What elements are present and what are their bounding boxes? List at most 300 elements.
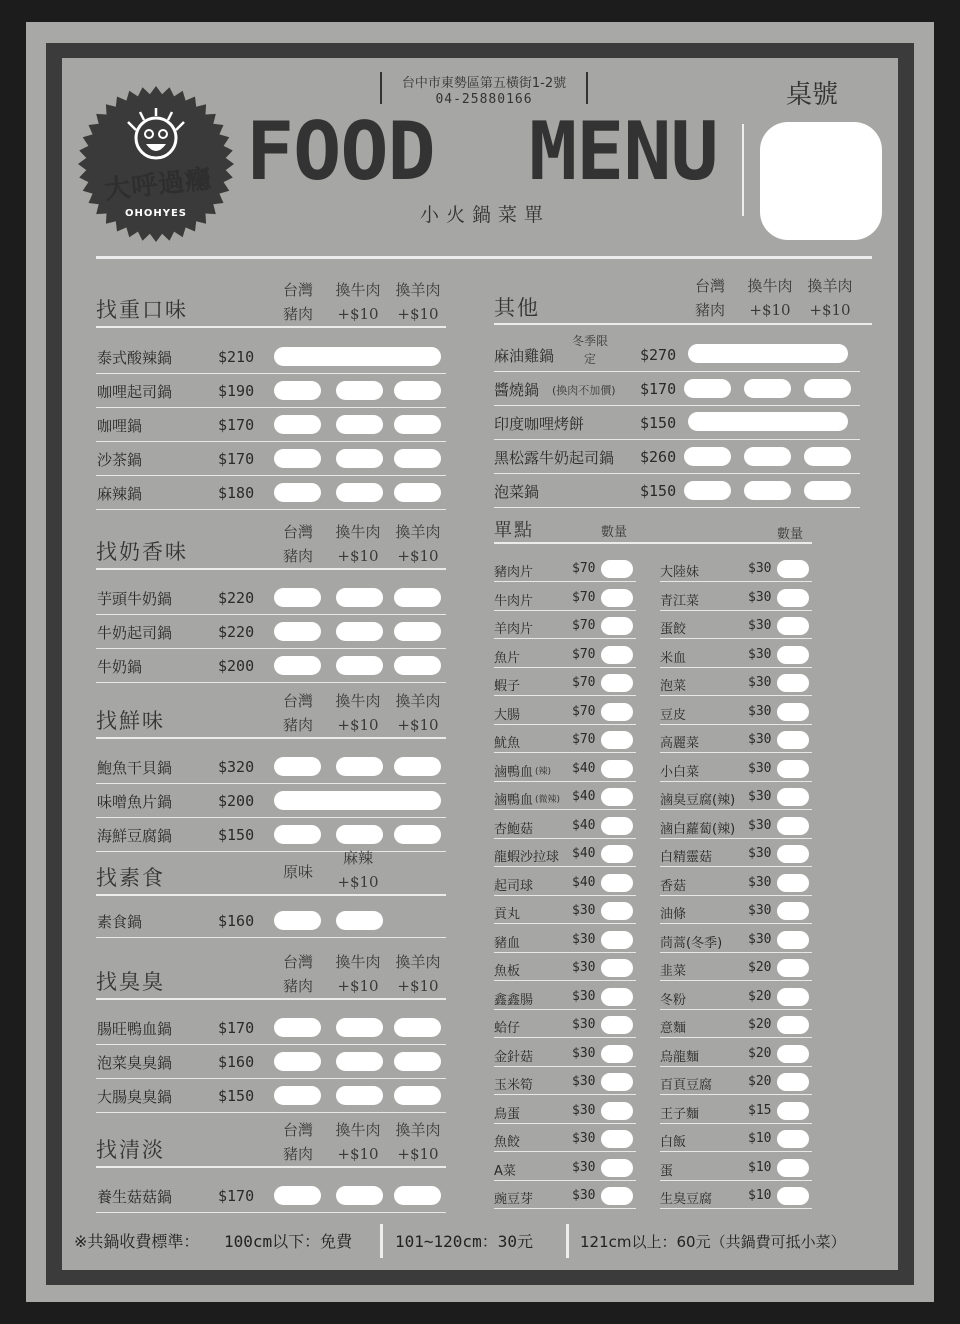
side-qty-box[interactable]: [601, 931, 633, 949]
section-rule-5: [96, 1166, 446, 1168]
side-item-price: $70: [572, 732, 596, 747]
left-section-4-head-lamb-2: +$10: [397, 977, 439, 995]
order-box-lamb[interactable]: [394, 588, 441, 607]
side-item-price: $40: [572, 760, 596, 776]
order-box-lamb[interactable]: [394, 381, 441, 400]
side-item-name: 大腸: [494, 707, 521, 723]
other-head-pork-2: 豬肉: [694, 301, 725, 319]
order-box-beef[interactable]: [336, 1052, 383, 1071]
left-section-0-head-beef-1: 換牛肉: [335, 281, 381, 299]
row-rule: [494, 895, 636, 896]
side-item-price: $15: [748, 1102, 772, 1118]
order-box-beef[interactable]: [336, 1018, 383, 1037]
side-item-name: 魚片: [494, 650, 521, 666]
order-box-beef[interactable]: [336, 656, 383, 675]
left-section-5-head-beef-1: 換牛肉: [335, 1121, 381, 1139]
side-item-name: 生臭豆腐: [660, 1192, 713, 1207]
footer-divider-1: [380, 1224, 383, 1258]
table-number-label: 桌號: [786, 80, 839, 110]
row-rule: [494, 866, 636, 867]
order-box-beef[interactable]: [336, 483, 383, 502]
row-rule: [494, 667, 636, 668]
side-item-price: $30: [748, 675, 772, 690]
row-rule: [96, 441, 446, 442]
side-item-name: 白飯: [660, 1135, 687, 1150]
menu-item-name: 牛奶起司鍋: [97, 624, 173, 642]
section-rule-2: [96, 737, 446, 739]
order-box-lamb[interactable]: [394, 1018, 441, 1037]
row-rule: [96, 407, 446, 408]
side-qty-box[interactable]: [601, 760, 633, 778]
section-title-2: 找鮮味: [96, 709, 165, 733]
row-rule: [660, 809, 812, 810]
side-qty-box[interactable]: [601, 589, 633, 607]
side-item-tag: (微辣): [535, 795, 561, 805]
other-item-name: 麻油雞鍋: [494, 347, 555, 365]
order-box-lamb[interactable]: [394, 656, 441, 675]
order-box-lamb[interactable]: [394, 1086, 441, 1105]
order-box-pork[interactable]: [274, 449, 321, 468]
side-qty-box[interactable]: [777, 1016, 809, 1034]
section-rule-3: [96, 894, 446, 896]
row-rule: [494, 1123, 636, 1124]
order-box-lamb[interactable]: [804, 447, 851, 466]
section-rule-other: [494, 323, 872, 325]
side-qty-box[interactable]: [777, 1045, 809, 1063]
order-box-pork[interactable]: [274, 656, 321, 675]
side-item-price: $30: [748, 760, 772, 776]
side-item-price: $70: [572, 646, 596, 662]
qty-label-left: 數量: [601, 525, 628, 540]
row-rule: [494, 1094, 636, 1095]
order-box-wide[interactable]: [274, 347, 441, 366]
other-item-price: $170: [640, 380, 677, 398]
side-item-name: 鳥蛋: [494, 1106, 521, 1122]
other-item-price: $150: [640, 414, 677, 432]
order-box-lamb[interactable]: [394, 622, 441, 641]
order-box-pork[interactable]: [274, 1186, 321, 1205]
side-qty-box[interactable]: [777, 1130, 809, 1148]
left-section-0-head-lamb-1: 換羊肉: [395, 281, 441, 299]
row-rule: [660, 781, 812, 782]
side-item-price: $70: [572, 561, 596, 576]
section-rule-0: [96, 326, 446, 328]
row-rule: [660, 1066, 812, 1067]
row-rule: [660, 895, 812, 896]
side-item-name: 貢丸: [494, 907, 521, 922]
side-item-price: $40: [572, 846, 596, 861]
order-box-original[interactable]: [274, 911, 321, 930]
side-item-price: $30: [748, 703, 772, 719]
side-item-tag: (辣): [535, 766, 552, 777]
side-qty-box[interactable]: [601, 1016, 633, 1034]
other-item-name: 醬燒鍋: [494, 381, 540, 399]
order-box-lamb[interactable]: [394, 483, 441, 502]
order-box-pork[interactable]: [274, 622, 321, 641]
order-box-beef[interactable]: [744, 481, 791, 500]
side-qty-box[interactable]: [601, 1045, 633, 1063]
side-item-name: 蛋餃: [660, 622, 687, 637]
side-qty-box[interactable]: [777, 931, 809, 949]
row-rule: [660, 923, 812, 924]
other-head-pork-1: 台灣: [694, 277, 725, 295]
side-item-price: $40: [572, 874, 596, 890]
side-item-price: $20: [748, 1045, 772, 1061]
order-box-pork[interactable]: [684, 447, 731, 466]
row-rule: [660, 1009, 812, 1010]
side-qty-box[interactable]: [601, 788, 633, 806]
order-box-beef[interactable]: [336, 381, 383, 400]
row-rule: [96, 1212, 446, 1213]
page-subtitle: 小火鍋菜單: [419, 204, 550, 226]
side-qty-box[interactable]: [601, 1159, 633, 1177]
side-item-price: $30: [572, 1131, 596, 1146]
side-qty-box[interactable]: [777, 1159, 809, 1177]
other-item-name: 黑松露牛奶起司鍋: [494, 449, 615, 467]
menu-item-price: $220: [218, 589, 255, 607]
row-rule: [660, 610, 812, 611]
row-rule: [494, 638, 636, 639]
row-rule: [96, 783, 446, 784]
side-item-price: $30: [572, 988, 596, 1004]
left-section-2-head-beef-2: +$10: [337, 716, 379, 734]
left-section-5-head-lamb-2: +$10: [397, 1145, 439, 1163]
side-item-name: 玉米筍: [494, 1078, 534, 1093]
side-item-name: 龍蝦沙拉球: [494, 850, 560, 865]
side-qty-box[interactable]: [777, 589, 809, 607]
side-item-name: 香菇: [660, 878, 687, 894]
menu-item-price: $170: [218, 1187, 255, 1205]
left-section-2-head-lamb-2: +$10: [397, 716, 439, 734]
order-box-lamb[interactable]: [394, 825, 441, 844]
side-qty-box[interactable]: [601, 1130, 633, 1148]
side-item-price: $70: [572, 675, 596, 690]
row-rule: [660, 1094, 812, 1095]
side-item-name: 茼蒿(冬季): [660, 935, 723, 951]
left-section-4-head-pork-1: 台灣: [282, 953, 313, 971]
order-box-beef[interactable]: [744, 447, 791, 466]
section-title-5: 找清淡: [96, 1138, 165, 1162]
menu-item-name: 沙茶鍋: [97, 451, 143, 469]
order-box-pork[interactable]: [274, 415, 321, 434]
menu-item-name: 腸旺鴨血鍋: [97, 1020, 173, 1038]
side-item-name: 魚餃: [494, 1135, 521, 1150]
row-rule: [494, 610, 636, 611]
side-item-price: $30: [748, 903, 772, 918]
row-rule: [494, 695, 636, 696]
row-rule: [660, 695, 812, 696]
side-qty-box[interactable]: [777, 646, 809, 664]
side-item-price: $70: [572, 618, 596, 633]
row-rule: [494, 1208, 636, 1209]
menu-item-price: $220: [218, 623, 255, 641]
side-item-name: 百頁豆腐: [660, 1078, 713, 1093]
side-item-price: $40: [572, 817, 596, 833]
menu-item-price: $210: [218, 348, 255, 366]
side-item-name: 金針菇: [494, 1049, 534, 1065]
other-item-price: $150: [640, 482, 677, 500]
order-box-wide[interactable]: [688, 344, 848, 363]
row-rule: [494, 838, 636, 839]
side-qty-box[interactable]: [601, 703, 633, 721]
side-item-price: $30: [572, 903, 596, 918]
side-item-price: $30: [572, 1159, 596, 1175]
menu-item-name: 牛奶鍋: [97, 658, 143, 676]
side-qty-box[interactable]: [601, 560, 633, 578]
side-qty-box[interactable]: [601, 646, 633, 664]
side-qty-box[interactable]: [777, 788, 809, 806]
row-rule: [660, 1180, 812, 1181]
qty-label-right: 數量: [777, 527, 804, 542]
section-rule-1: [96, 568, 446, 570]
order-box-beef[interactable]: [336, 622, 383, 641]
side-qty-box[interactable]: [777, 845, 809, 863]
row-rule: [660, 1123, 812, 1124]
side-item-price: $70: [572, 703, 596, 719]
left-section-3-head-spicy-2: +$10: [337, 873, 379, 891]
side-item-name: 滷鴨血: [494, 764, 534, 780]
side-qty-box[interactable]: [777, 617, 809, 635]
side-item-name: 烏龍麵: [660, 1049, 700, 1065]
menu-item-price: $200: [218, 657, 255, 675]
order-box-beef[interactable]: [336, 825, 383, 844]
side-item-price: $30: [748, 732, 772, 747]
order-box-beef[interactable]: [336, 1186, 383, 1205]
menu-item-name: 泡菜臭臭鍋: [97, 1054, 173, 1072]
menu-item-price: $160: [218, 1053, 255, 1071]
side-item-price: $30: [572, 1102, 596, 1118]
side-item-name: A菜: [494, 1163, 516, 1179]
order-box-pork[interactable]: [684, 481, 731, 500]
footer-label: ※共鍋收費標準：: [74, 1232, 200, 1251]
section-title-1: 找奶香味: [96, 540, 188, 564]
order-box-beef[interactable]: [336, 588, 383, 607]
side-item-price: $30: [748, 618, 772, 633]
order-box-lamb[interactable]: [394, 757, 441, 776]
side-qty-box[interactable]: [777, 674, 809, 692]
left-section-4-head-pork-2: 豬肉: [282, 977, 313, 995]
side-qty-box[interactable]: [601, 674, 633, 692]
order-box-pork[interactable]: [274, 588, 321, 607]
other-head-beef-2: +$10: [749, 301, 791, 319]
side-qty-box[interactable]: [601, 1187, 633, 1205]
menu-item-price: $170: [218, 416, 255, 434]
side-item-price: $30: [572, 1188, 596, 1203]
side-item-price: $30: [748, 817, 772, 833]
side-item-price: $30: [748, 646, 772, 662]
order-box-pork[interactable]: [274, 825, 321, 844]
menu-item-price: $170: [218, 1019, 255, 1037]
side-item-name: 鑫鑫腸: [494, 992, 534, 1008]
order-box-pork[interactable]: [274, 1018, 321, 1037]
side-item-price: $30: [748, 789, 772, 804]
side-qty-box[interactable]: [601, 1073, 633, 1091]
side-item-price: $20: [748, 988, 772, 1004]
left-section-0-head-lamb-2: +$10: [397, 305, 439, 323]
row-rule: [96, 1078, 446, 1079]
row-rule: [660, 581, 812, 582]
side-qty-box[interactable]: [777, 760, 809, 778]
side-item-price: $30: [748, 874, 772, 890]
section-title-0: 找重口味: [96, 298, 188, 322]
left-section-1-head-pork-1: 台灣: [282, 523, 313, 541]
side-qty-box[interactable]: [601, 731, 633, 749]
row-rule: [96, 648, 446, 649]
row-rule: [494, 724, 636, 725]
footer-divider-2: [566, 1224, 569, 1258]
other-item-name: 泡菜鍋: [494, 483, 540, 501]
order-box-pork[interactable]: [274, 483, 321, 502]
row-rule: [660, 667, 812, 668]
side-qty-box[interactable]: [777, 817, 809, 835]
side-qty-box[interactable]: [601, 817, 633, 835]
footer-tier-3: 121cm以上：60元（共鍋費可抵小菜）: [580, 1233, 846, 1251]
order-box-lamb[interactable]: [804, 379, 851, 398]
order-box-beef[interactable]: [336, 449, 383, 468]
side-item-name: 牛肉片: [494, 593, 534, 609]
row-rule: [494, 1009, 636, 1010]
left-section-4-head-beef-2: +$10: [337, 977, 379, 995]
left-section-2-head-pork-2: 豬肉: [282, 716, 313, 734]
order-box-wide[interactable]: [274, 791, 441, 810]
side-qty-box[interactable]: [601, 902, 633, 920]
other-item-name: 印度咖哩烤餅: [494, 415, 585, 433]
side-item-price: $30: [572, 931, 596, 947]
menu-item-name: 咖哩起司鍋: [97, 383, 173, 401]
side-qty-box[interactable]: [777, 1102, 809, 1120]
order-box-lamb[interactable]: [394, 1186, 441, 1205]
side-qty-box[interactable]: [601, 988, 633, 1006]
section-rule-4: [96, 998, 446, 1000]
menu-item-name: 泰式酸辣鍋: [97, 349, 173, 367]
other-item-note: (換肉不加價): [552, 384, 616, 397]
side-item-name: 豬肉片: [494, 565, 534, 580]
side-item-name: 起司球: [494, 878, 534, 894]
row-rule: [494, 809, 636, 810]
side-item-name: 冬粉: [660, 992, 687, 1008]
side-qty-box[interactable]: [777, 959, 809, 977]
side-item-price: $30: [572, 1017, 596, 1032]
side-qty-box[interactable]: [777, 703, 809, 721]
side-qty-box[interactable]: [601, 617, 633, 635]
side-item-name: 油條: [660, 907, 687, 922]
row-rule: [494, 923, 636, 924]
order-box-lamb[interactable]: [394, 449, 441, 468]
menu-item-price: $200: [218, 792, 255, 810]
order-box-pork[interactable]: [274, 1086, 321, 1105]
side-qty-box[interactable]: [777, 1187, 809, 1205]
order-box-pork[interactable]: [274, 757, 321, 776]
left-section-0-head-pork-2: 豬肉: [282, 305, 313, 323]
logo-text: 大呼過癮: [102, 164, 214, 206]
order-box-beef[interactable]: [336, 1086, 383, 1105]
side-qty-box[interactable]: [777, 560, 809, 578]
row-rule: [660, 980, 812, 981]
side-item-price: $30: [572, 1074, 596, 1089]
side-item-price: $30: [572, 960, 596, 975]
menu-item-name: 麻辣鍋: [97, 485, 143, 503]
left-section-1-head-beef-2: +$10: [337, 547, 379, 565]
row-rule: [96, 614, 446, 615]
left-section-3-head-original: 原味: [282, 863, 313, 881]
row-rule: [660, 838, 812, 839]
row-rule: [660, 1037, 812, 1038]
table-number-box[interactable]: [760, 122, 882, 240]
order-box-lamb[interactable]: [394, 1052, 441, 1071]
footer-tier-1: 100cm以下：免費: [224, 1232, 353, 1251]
side-item-name: 豬血: [494, 935, 521, 951]
menu-item-name: 素食鍋: [97, 913, 143, 931]
menu-item-price: $150: [218, 826, 255, 844]
row-rule: [494, 581, 636, 582]
side-qty-box[interactable]: [777, 874, 809, 892]
side-item-name: 米血: [660, 650, 687, 666]
section-title-other: 其他: [494, 296, 540, 320]
order-box-lamb[interactable]: [804, 481, 851, 500]
side-item-price: $20: [748, 960, 772, 975]
row-rule: [494, 752, 636, 753]
row-rule: [494, 980, 636, 981]
other-item-note: 冬季限定: [571, 334, 608, 366]
side-qty-box[interactable]: [777, 731, 809, 749]
order-box-pork[interactable]: [274, 381, 321, 400]
left-section-5-head-beef-2: +$10: [337, 1145, 379, 1163]
side-qty-box[interactable]: [601, 874, 633, 892]
row-rule: [494, 952, 636, 953]
side-item-price: $10: [748, 1131, 772, 1146]
section-title-3: 找素食: [96, 866, 165, 890]
row-rule: [96, 851, 446, 852]
side-qty-box[interactable]: [601, 1102, 633, 1120]
side-item-price: $10: [748, 1159, 772, 1175]
order-box-beef[interactable]: [336, 415, 383, 434]
order-box-wide[interactable]: [688, 412, 848, 431]
row-rule: [494, 1037, 636, 1038]
order-box-pork[interactable]: [684, 379, 731, 398]
row-rule: [96, 937, 446, 938]
side-qty-box[interactable]: [601, 959, 633, 977]
side-item-price: $30: [748, 846, 772, 861]
side-qty-box[interactable]: [601, 845, 633, 863]
side-item-name: 魚板: [494, 964, 521, 979]
side-item-price: $70: [572, 589, 596, 605]
left-section-5-head-pork-2: 豬肉: [282, 1145, 313, 1163]
side-item-price: $10: [748, 1188, 772, 1203]
row-rule: [494, 1180, 636, 1181]
other-head-lamb-2: +$10: [809, 301, 851, 319]
side-qty-box[interactable]: [777, 902, 809, 920]
side-item-price: $20: [748, 1017, 772, 1032]
footer-tier-2: 101~120cm：30元: [395, 1232, 533, 1251]
menu-item-price: $190: [218, 382, 255, 400]
side-item-price: $20: [748, 1074, 772, 1089]
order-box-beef[interactable]: [336, 757, 383, 776]
side-item-name: 大陸妹: [660, 565, 700, 580]
other-head-beef-1: 換牛肉: [747, 277, 793, 295]
address-bar-right: [586, 72, 588, 104]
row-rule: [494, 405, 860, 406]
side-qty-box[interactable]: [777, 1073, 809, 1091]
order-box-lamb[interactable]: [394, 415, 441, 434]
side-qty-box[interactable]: [777, 988, 809, 1006]
order-box-beef[interactable]: [744, 379, 791, 398]
side-item-name: 蛤仔: [494, 1021, 521, 1036]
side-item-name: 高麗菜: [660, 736, 700, 751]
order-box-pork[interactable]: [274, 1052, 321, 1071]
side-item-name: 滷白蘿蔔(辣): [660, 821, 736, 837]
side-item-name: 豆皮: [660, 707, 687, 723]
order-box-spicy[interactable]: [336, 911, 383, 930]
